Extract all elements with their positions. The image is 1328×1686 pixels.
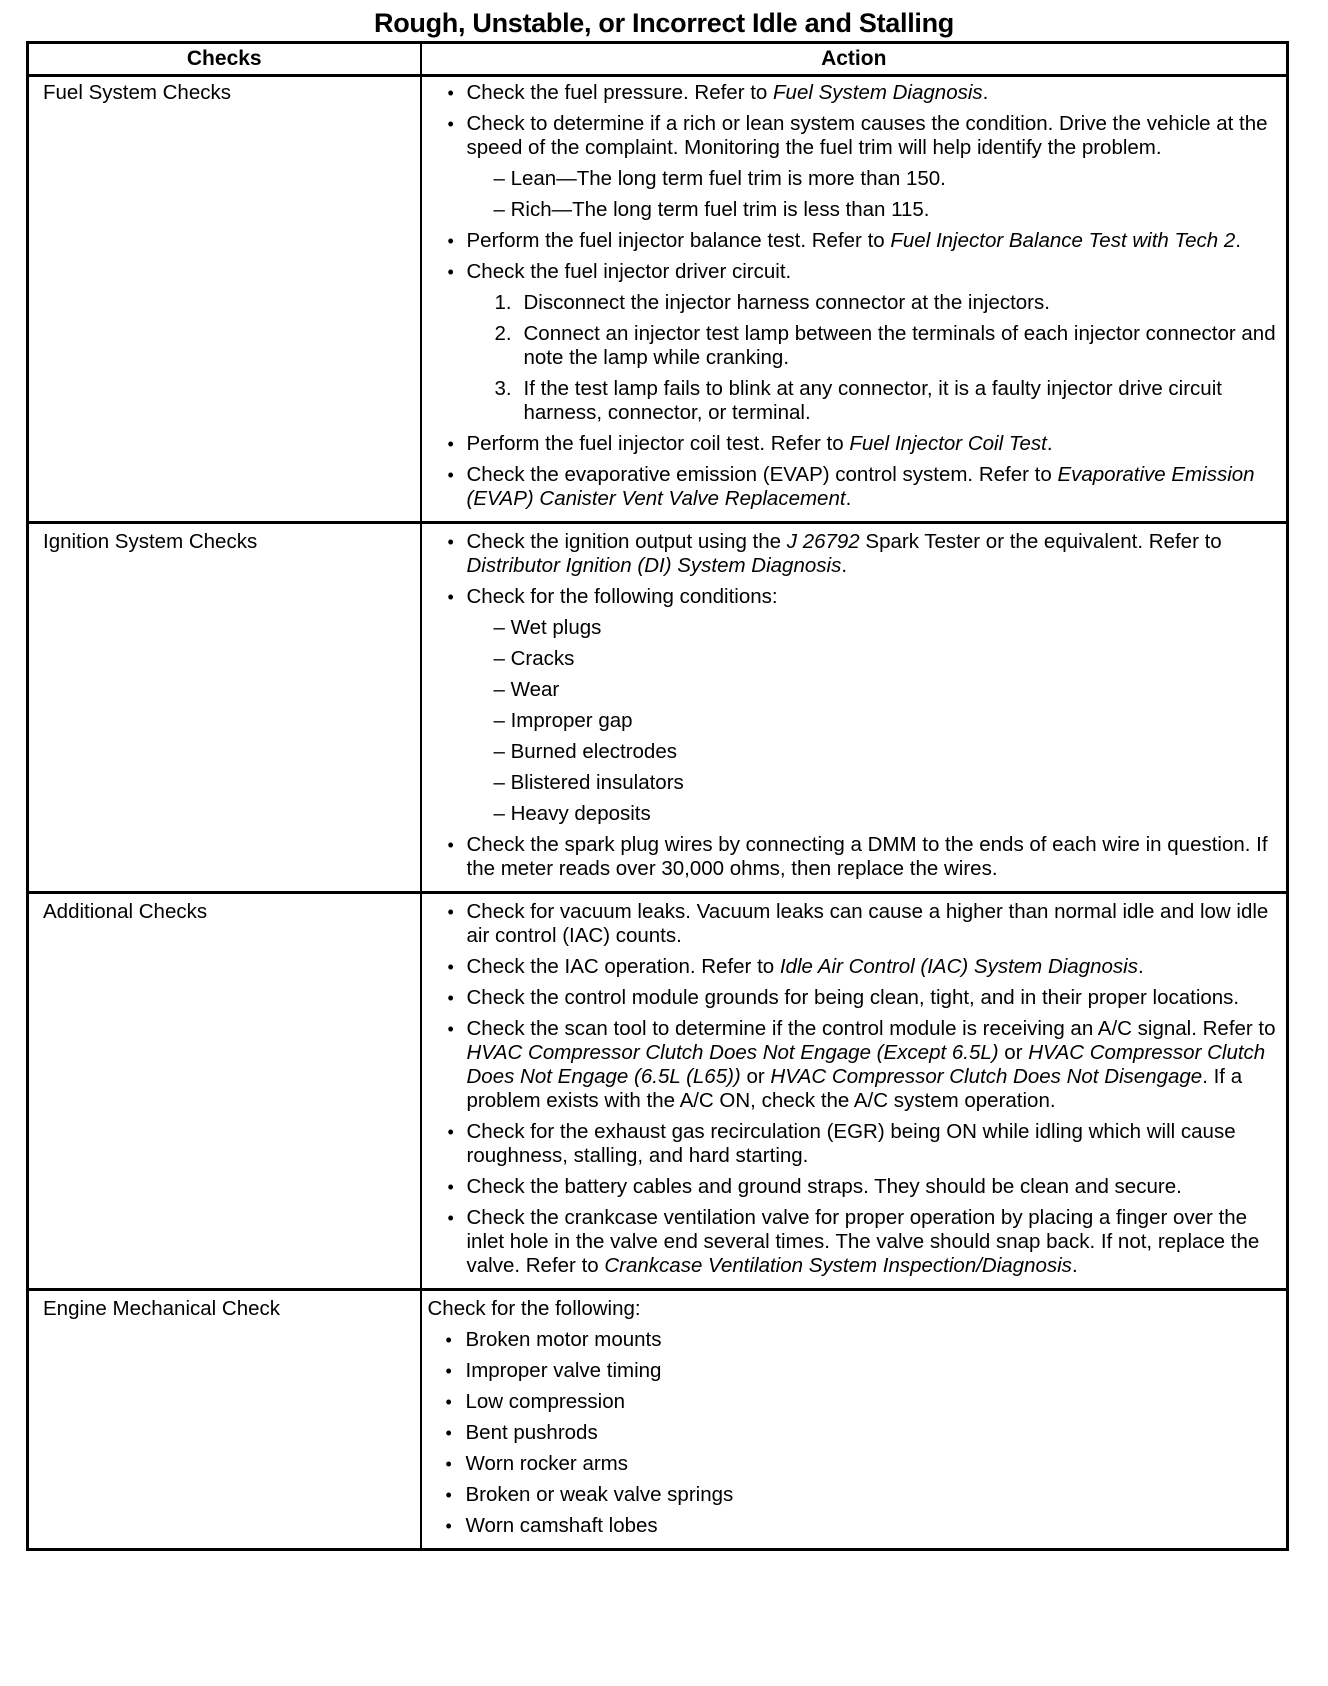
bullet-icon: • [447, 1177, 454, 1197]
table-row-fuel-system [28, 76, 1288, 523]
action-item: • Check for the following conditions: – Wet plugs – Cracks – Wear – Improper gap – Burned electrodes – Blistered insulators – Heavy deposits [436, 585, 1277, 826]
action-item: • Check the spark plug wires by connecting a DMM to the ends of each wire in question. If the meter reads over 30,000 ohms, then replace the wires. [447, 833, 1268, 880]
action-item: • Check the battery cables and ground straps. They should be clean and secure. [447, 1175, 1182, 1198]
step-item: 3. If the test lamp fails to blink at any connector, it is a faulty injector drive circuit harness, connector, or terminal. [494, 377, 1222, 424]
action-item: • Check the crankcase ventilation valve for proper operation by placing a finger over the inlet hole in the valve end several times. The valve should snap back. If not, replace the valve. Refer to Crankcase Ventilation System Inspection/Diagnosis. [447, 1206, 1260, 1277]
bullet-icon: • [447, 1208, 454, 1228]
sub-item: – Wet plugs [493, 616, 602, 639]
reference-link-text: HVAC Compressor Clutch Does Not Disengage [770, 1065, 1203, 1088]
bullet-icon: • [447, 587, 454, 607]
table-row-engine-mechanical [28, 1290, 1288, 1550]
action-cell [421, 76, 1288, 523]
action-item: • Check the fuel pressure. Refer to Fuel System Diagnosis. [447, 81, 989, 104]
action-item: • Check the evaporative emission (EVAP) control system. Refer to Evaporative Emission (EVAP) Canister Vent Valve Replacement. [447, 463, 1255, 510]
bullet-icon: • [447, 262, 454, 282]
action-cell [421, 893, 1288, 1290]
sub-item: – Lean—The long term fuel trim is more than 150. [493, 167, 946, 190]
action-item: • Perform the fuel injector coil test. Refer to Fuel Injector Coil Test. [447, 432, 1053, 455]
reference-link-text: Idle Air Control (IAC) System Diagnosis [779, 955, 1138, 978]
bullet-icon: • [445, 1392, 452, 1412]
bullet-icon: • [445, 1361, 452, 1381]
header-action: Action [421, 43, 1288, 76]
action-item: • Check the ignition output using the J 26792 Spark Tester or the equivalent. Refer to Distributor Ignition (DI) System Diagnosis. [447, 530, 1222, 577]
bullet-icon: • [447, 465, 454, 485]
bullet-icon: • [445, 1485, 452, 1505]
bullet-icon: • [447, 114, 454, 134]
action-item: • Low compression [445, 1390, 626, 1413]
step-item: 1. Disconnect the injector harness connector at the injectors. [494, 291, 1050, 314]
reference-link-text: Fuel System Diagnosis [773, 81, 983, 104]
action-item: • Worn camshaft lobes [445, 1514, 658, 1537]
reference-link-text: HVAC Compressor Clutch Does Not Engage (6.5L (L65)) [466, 1041, 1266, 1088]
sub-item: – Cracks [493, 647, 575, 670]
bullet-icon: • [447, 83, 454, 103]
sub-item: – Wear [493, 678, 560, 701]
check-label: Engine Mechanical Check [28, 1290, 421, 1550]
action-item: • Check the fuel injector driver circuit. 1. Disconnect the injector harness connector at the injectors. 2. Connect an injector test lamp between the terminals of each injector connector and note the lamp while cranking. 3. If the test lamp fails to blink at any connector, it is a faulty injector drive circuit harness, connector, or terminal. [447, 260, 1276, 424]
sub-item: – Burned electrodes [493, 740, 677, 763]
action-cell [421, 523, 1288, 893]
action-item: • Broken motor mounts [445, 1328, 662, 1351]
action-item: • Perform the fuel injector balance test. Refer to Fuel Injector Balance Test with Tech 2. [447, 229, 1241, 252]
bullet-icon: • [447, 1122, 454, 1142]
sub-item: – Blistered insulators [493, 771, 684, 794]
action-item: • Improper valve timing [445, 1359, 662, 1382]
reference-link-text: HVAC Compressor Clutch Does Not Engage (Except 6.5L) [466, 1041, 999, 1064]
table-row-additional [28, 893, 1288, 1290]
action-item: • Check the scan tool to determine if the control module is receiving an A/C signal. Refer to HVAC Compressor Clutch Does Not Engage (Except 6.5L) or HVAC Compressor Clutch Does Not Engage (6.5L (L65)) or HVAC Compressor Clutch Does Not Disengage. If a problem exists with the A/C ON, check the A/C system operation. [447, 1017, 1276, 1112]
table-header-row [28, 43, 1288, 76]
bullet-icon: • [447, 434, 454, 454]
step-item: 2. Connect an injector test lamp between the terminals of each injector connector and note the lamp while cranking. [494, 322, 1276, 369]
bullet-icon: • [447, 231, 454, 251]
sub-item: – Improper gap [493, 709, 633, 732]
sub-item: – Rich—The long term fuel trim is less than 115. [493, 198, 930, 221]
action-item: • Broken or weak valve springs [445, 1483, 734, 1506]
reference-link-text: Fuel Injector Coil Test [849, 432, 1047, 455]
reference-link-text: Distributor Ignition (DI) System Diagnosis [466, 554, 842, 577]
page-title: Rough, Unstable, or Incorrect Idle and Stalling [374, 8, 954, 38]
bullet-icon: • [445, 1423, 452, 1443]
action-item: • Check the control module grounds for being clean, tight, and in their proper locations. [447, 986, 1240, 1009]
reference-link-text: Fuel Injector Balance Test with Tech 2 [890, 229, 1236, 252]
action-item: • Check to determine if a rich or lean system causes the condition. Drive the vehicle at the speed of the complaint. Monitoring the fuel trim will help identify the problem. – Lean—The long term fuel trim is more than 150. – Rich—The long term fuel trim is less than 115. [436, 112, 1277, 222]
action-item: • Check the IAC operation. Refer to Idle Air Control (IAC) System Diagnosis. [447, 955, 1144, 978]
bullet-icon: • [445, 1516, 452, 1536]
action-item: • Bent pushrods [445, 1421, 598, 1444]
bullet-icon: • [447, 902, 454, 922]
action-item: • Check for the exhaust gas recirculation (EGR) being ON while idling which will cause roughness, stalling, and hard starting. [447, 1120, 1236, 1167]
sub-item: – Heavy deposits [493, 802, 651, 825]
action-item: • Check for vacuum leaks. Vacuum leaks can cause a higher than normal idle and low idle air control (IAC) counts. [447, 900, 1269, 947]
action-item: • Worn rocker arms [445, 1452, 629, 1475]
bullet-icon: • [445, 1330, 452, 1350]
action-cell [421, 1290, 1288, 1550]
bullet-icon: • [447, 1019, 454, 1039]
bullet-icon: • [447, 988, 454, 1008]
bullet-icon: • [447, 957, 454, 977]
check-label: Additional Checks [28, 893, 421, 1290]
diagnosis-table [26, 41, 1289, 1551]
tool-number: J 26792 [786, 530, 860, 553]
bullet-icon: • [447, 835, 454, 855]
bullet-icon: • [445, 1454, 452, 1474]
table-row-ignition-system [28, 523, 1288, 893]
reference-link-text: Evaporative Emission (EVAP) Canister Vent Valve Replacement [466, 463, 1255, 510]
intro-text: Check for the following: [427, 1297, 641, 1320]
header-checks: Checks [28, 43, 421, 76]
reference-link-text: Crankcase Ventilation System Inspection/Diagnosis [604, 1254, 1072, 1277]
check-label: Ignition System Checks [28, 523, 421, 893]
bullet-icon: • [447, 532, 454, 552]
check-label: Fuel System Checks [28, 76, 421, 523]
